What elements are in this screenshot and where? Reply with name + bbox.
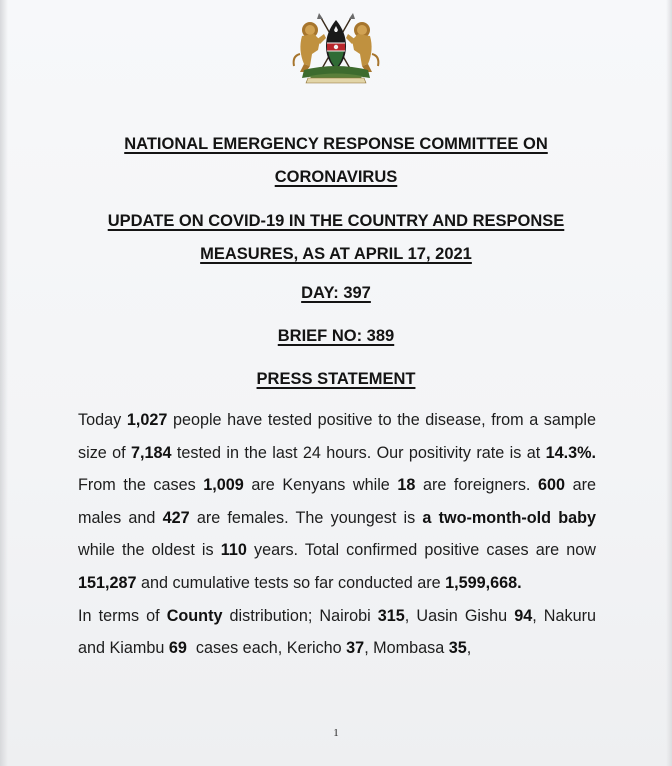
text-run: distribution; Nairobi xyxy=(222,606,378,625)
text-run: and cumulative tests so far conducted are xyxy=(136,573,446,592)
kenyans-value: 1,009 xyxy=(203,476,244,495)
positive-today-value: 1,027 xyxy=(126,411,168,429)
cumulative-tests-value: 1,599,668. xyxy=(445,573,522,592)
males-value: 600 xyxy=(537,476,565,495)
positivity-rate-value: 14.3%. xyxy=(545,443,596,462)
text-run: In terms of xyxy=(78,606,167,625)
shield-icon xyxy=(326,20,346,70)
text-run: tested in the last 24 hours. Our positivity rate is at xyxy=(171,443,546,462)
sample-size-value: 7,184 xyxy=(131,443,172,462)
document-subtitle xyxy=(60,205,612,271)
mombasa-value: 35 xyxy=(448,639,467,658)
text-run: From the cases xyxy=(78,476,204,495)
county-keyword: County xyxy=(166,606,223,625)
nakuru-kiambu-value: 69 xyxy=(168,639,187,658)
brief-number-label: BRIEF NO: 389 xyxy=(277,327,395,345)
text-run: are Kenyans while xyxy=(243,476,398,495)
subtitle-line-2: MEASURES, AS AT APRIL 17, 2021 xyxy=(200,245,472,263)
page-number: 1 xyxy=(333,727,339,739)
text-run: , Nakuru and Kiambu xyxy=(78,606,596,658)
text-run: cases each, Kericho xyxy=(186,639,347,658)
text-run: , Uasin Gishu xyxy=(404,606,515,625)
day-label: DAY: 397 xyxy=(301,284,371,302)
text-run: , Mombasa xyxy=(364,639,449,658)
coat-of-arms-seal xyxy=(290,10,382,86)
press-statement-body xyxy=(78,404,596,665)
paragraph-1 xyxy=(78,404,596,600)
paragraph-2 xyxy=(78,600,596,665)
kericho-value: 37 xyxy=(346,639,365,658)
uasin-gishu-value: 94 xyxy=(514,606,533,625)
section-heading: PRESS STATEMENT xyxy=(256,370,416,388)
text-run: , xyxy=(466,639,472,658)
nairobi-value: 315 xyxy=(377,606,405,625)
foreigners-value: 18 xyxy=(397,476,416,495)
females-value: 427 xyxy=(162,508,190,527)
text-run: years. Total confirmed positive cases are now xyxy=(246,541,596,560)
text-run: are males and xyxy=(78,476,596,527)
text-run: are females. The youngest is xyxy=(189,508,423,527)
text-run: while the oldest is xyxy=(78,541,221,560)
left-lion-icon xyxy=(294,22,326,72)
document-title xyxy=(60,128,612,194)
total-cases-value: 151,287 xyxy=(78,573,137,592)
text-run: are foreigners. xyxy=(415,476,538,495)
title-line-1: NATIONAL EMERGENCY RESPONSE COMMITTEE ON xyxy=(124,135,548,153)
text-run: people have tested positive to the disease, from a sample size of xyxy=(78,411,596,462)
title-line-2: CORONAVIRUS xyxy=(274,168,398,186)
right-lion-icon xyxy=(346,22,378,72)
text-run: Today xyxy=(78,411,127,429)
oldest-value: 110 xyxy=(220,541,247,560)
subtitle-line-1: UPDATE ON COVID-19 IN THE COUNTRY AND RESPONSE xyxy=(107,212,565,230)
youngest-value: a two-month-old baby xyxy=(422,508,596,527)
